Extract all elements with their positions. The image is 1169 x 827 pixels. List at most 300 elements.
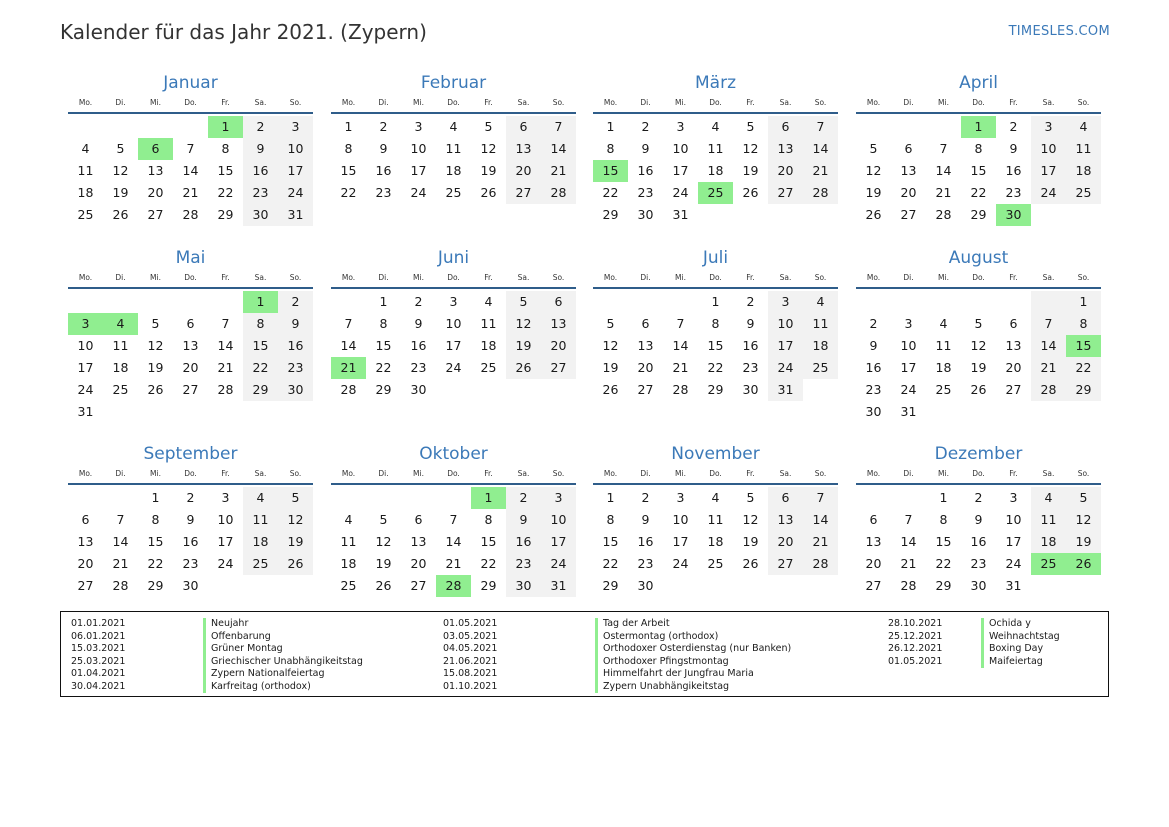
- weekday-header: [331, 269, 576, 289]
- weekday-label: Mo.: [603, 273, 618, 282]
- weekday-label: Di.: [640, 273, 651, 282]
- day-cell: 10: [672, 512, 689, 527]
- day-grid: [856, 487, 1101, 597]
- month-mai: [68, 247, 313, 423]
- day-cell: 16: [278, 335, 313, 357]
- holiday-name: Orthodoxer Pfingstmontag: [595, 656, 791, 669]
- day-cell: 13: [865, 534, 882, 549]
- day-cell: 4: [803, 291, 838, 313]
- empty-day-cell: [103, 116, 138, 138]
- day-cell: 21: [182, 185, 199, 200]
- day-cell: 14: [1031, 335, 1066, 357]
- day-cell: 20: [768, 160, 803, 182]
- day-cell: 23: [278, 357, 313, 379]
- day-cell: 11: [935, 338, 952, 353]
- day-cell: 24: [77, 382, 94, 397]
- day-cell: 4: [1031, 487, 1066, 509]
- day-cell: 23: [637, 556, 654, 571]
- weekday-label: Di.: [115, 273, 126, 282]
- holiday-name: Offenbarung: [203, 631, 363, 644]
- day-cell: 5: [746, 490, 755, 505]
- day-cell: 8: [606, 512, 615, 527]
- day-cell: 24: [410, 185, 427, 200]
- day-cell: 6: [186, 316, 195, 331]
- weekday-label: Sa.: [517, 469, 530, 478]
- day-cell: 20: [506, 160, 541, 182]
- day-cell: 25: [1066, 182, 1101, 204]
- weekday-label: Mi.: [413, 98, 424, 107]
- day-cell: 19: [970, 360, 987, 375]
- weekday-label: So.: [1077, 469, 1090, 478]
- day-cell: 3: [449, 294, 458, 309]
- day-grid: [856, 116, 1101, 226]
- weekday-label: Sa.: [254, 98, 267, 107]
- weekday-label: Mi.: [938, 469, 949, 478]
- holiday-name: Karfreitag (orthodox): [203, 681, 363, 694]
- day-cell: 5: [379, 512, 388, 527]
- day-cell: 4: [243, 487, 278, 509]
- day-cell: 27: [77, 578, 94, 593]
- weekday-header: [593, 465, 838, 485]
- day-cell: 10: [217, 512, 234, 527]
- day-cell: 27: [900, 207, 917, 222]
- day-cell: 1: [606, 119, 615, 134]
- empty-day-cell: [173, 116, 208, 138]
- day-cell: 22: [147, 556, 164, 571]
- day-cell: 11: [803, 313, 838, 335]
- empty-day-cell: [593, 291, 628, 313]
- day-cell: 23: [506, 553, 541, 575]
- day-cell: 11: [340, 534, 357, 549]
- day-cell: 6: [506, 116, 541, 138]
- day-cell: 22: [243, 357, 278, 379]
- holiday-name: Grüner Montag: [203, 643, 363, 656]
- day-cell: 10: [1005, 512, 1022, 527]
- day-cell: 4: [711, 490, 720, 505]
- day-cell: 14: [182, 163, 199, 178]
- day-grid: [593, 487, 838, 597]
- day-cell: 16: [1005, 163, 1022, 178]
- day-cell: 20: [900, 185, 917, 200]
- weekday-label: Sa.: [517, 273, 530, 282]
- empty-day-cell: [628, 291, 663, 313]
- weekday-label: Fr.: [221, 273, 230, 282]
- weekday-label: Mi.: [675, 273, 686, 282]
- day-cell: 17: [217, 534, 234, 549]
- day-cell: 18: [707, 534, 724, 549]
- weekday-label: Sa.: [779, 98, 792, 107]
- day-grid: [331, 487, 576, 597]
- day-cell: 6: [869, 512, 878, 527]
- holiday-day-cell: 6: [138, 138, 173, 160]
- day-cell: 19: [375, 556, 392, 571]
- day-cell: 4: [939, 316, 948, 331]
- day-cell: 27: [506, 182, 541, 204]
- day-cell: 9: [641, 512, 650, 527]
- empty-day-cell: [103, 487, 138, 509]
- day-cell: 17: [768, 335, 803, 357]
- day-cell: 15: [147, 534, 164, 549]
- day-cell: 11: [707, 141, 724, 156]
- day-cell: 19: [1066, 531, 1101, 553]
- day-cell: 26: [506, 357, 541, 379]
- holiday-date: 01.05.2021: [888, 655, 943, 667]
- day-cell: 13: [768, 509, 803, 531]
- day-cell: 10: [77, 338, 94, 353]
- empty-day-cell: [401, 487, 436, 509]
- weekday-label: Mi.: [675, 98, 686, 107]
- day-cell: 8: [484, 512, 493, 527]
- day-cell: 5: [116, 141, 125, 156]
- holiday-name: Zypern Unabhängikeitstag: [595, 681, 791, 694]
- day-cell: 22: [1066, 357, 1101, 379]
- weekday-header: [331, 94, 576, 114]
- weekday-label: Sa.: [517, 98, 530, 107]
- holiday-date: 25.12.2021: [888, 630, 943, 642]
- month-juni: [331, 247, 576, 401]
- weekday-label: Fr.: [746, 98, 755, 107]
- day-cell: 24: [217, 556, 234, 571]
- day-cell: 11: [1066, 138, 1101, 160]
- weekday-label: So.: [814, 469, 827, 478]
- holiday-name: Maifeiertag: [981, 656, 1060, 669]
- weekday-label: Di.: [640, 469, 651, 478]
- day-cell: 11: [707, 512, 724, 527]
- day-cell: 22: [970, 185, 987, 200]
- holiday-day-cell: 15: [593, 160, 628, 182]
- day-grid: [593, 291, 838, 401]
- day-cell: 24: [541, 553, 576, 575]
- weekday-header: [68, 94, 313, 114]
- day-cell: 14: [935, 163, 952, 178]
- day-cell: 4: [449, 119, 458, 134]
- day-cell: 30: [278, 379, 313, 401]
- day-cell: 7: [676, 316, 685, 331]
- empty-day-cell: [173, 291, 208, 313]
- empty-day-cell: [68, 116, 103, 138]
- empty-day-cell: [961, 291, 996, 313]
- day-cell: 14: [445, 534, 462, 549]
- weekday-label: Fr.: [221, 98, 230, 107]
- day-cell: 26: [375, 578, 392, 593]
- weekday-header: [593, 269, 838, 289]
- day-cell: 8: [606, 141, 615, 156]
- day-cell: 4: [81, 141, 90, 156]
- month-juli: [593, 247, 838, 401]
- day-cell: 29: [375, 382, 392, 397]
- day-cell: 15: [970, 163, 987, 178]
- holiday-date: 01.10.2021: [443, 680, 498, 692]
- weekday-label: Mo.: [866, 273, 881, 282]
- empty-day-cell: [996, 291, 1031, 313]
- day-cell: 7: [449, 512, 458, 527]
- day-cell: 28: [541, 182, 576, 204]
- day-cell: 4: [711, 119, 720, 134]
- day-cell: 7: [116, 512, 125, 527]
- day-cell: 28: [1031, 379, 1066, 401]
- weekday-label: Di.: [115, 469, 126, 478]
- month-name: Februar: [420, 73, 487, 93]
- day-cell: 28: [803, 553, 838, 575]
- day-cell: 24: [672, 185, 689, 200]
- day-cell: 11: [445, 141, 462, 156]
- month-name: Mai: [175, 248, 206, 268]
- month-dezember: [856, 443, 1101, 597]
- day-cell: 1: [711, 294, 720, 309]
- day-cell: 9: [641, 141, 650, 156]
- day-cell: 21: [803, 531, 838, 553]
- holiday-legend: [60, 611, 1109, 697]
- day-cell: 7: [186, 141, 195, 156]
- day-cell: 9: [746, 316, 755, 331]
- empty-day-cell: [891, 487, 926, 509]
- day-cell: 7: [1031, 313, 1066, 335]
- day-cell: 28: [112, 578, 129, 593]
- day-cell: 13: [900, 163, 917, 178]
- holiday-name: Orthodoxer Osterdienstag (nur Banken): [595, 643, 791, 656]
- day-cell: 20: [865, 556, 882, 571]
- day-cell: 26: [742, 185, 759, 200]
- weekday-label: Mo.: [78, 273, 93, 282]
- day-cell: 12: [112, 163, 129, 178]
- weekday-label: So.: [552, 273, 565, 282]
- day-cell: 30: [865, 404, 882, 419]
- weekday-label: Mi.: [675, 469, 686, 478]
- day-cell: 5: [278, 487, 313, 509]
- day-cell: 5: [606, 316, 615, 331]
- weekday-label: Fr.: [746, 469, 755, 478]
- day-cell: 26: [602, 382, 619, 397]
- day-cell: 25: [77, 207, 94, 222]
- day-cell: 29: [480, 578, 497, 593]
- day-cell: 9: [243, 138, 278, 160]
- empty-day-cell: [331, 487, 366, 509]
- day-cell: 2: [243, 116, 278, 138]
- weekday-label: Fr.: [221, 469, 230, 478]
- day-cell: 9: [869, 338, 878, 353]
- day-cell: 17: [1005, 534, 1022, 549]
- day-cell: 14: [541, 138, 576, 160]
- day-cell: 1: [1066, 291, 1101, 313]
- day-cell: 8: [243, 313, 278, 335]
- day-cell: 16: [970, 534, 987, 549]
- day-cell: 2: [869, 316, 878, 331]
- day-cell: 15: [217, 163, 234, 178]
- holiday-date: 15.03.2021: [71, 643, 126, 654]
- day-cell: 19: [147, 360, 164, 375]
- holiday-date: 15.08.2021: [443, 668, 498, 679]
- day-cell: 30: [243, 204, 278, 226]
- day-cell: 14: [672, 338, 689, 353]
- day-cell: 5: [484, 119, 493, 134]
- day-cell: 24: [672, 556, 689, 571]
- weekday-label: Do.: [447, 469, 460, 478]
- day-cell: 17: [77, 360, 94, 375]
- day-cell: 31: [672, 207, 689, 222]
- day-cell: 9: [379, 141, 388, 156]
- day-cell: 30: [182, 578, 199, 593]
- weekday-label: So.: [289, 98, 302, 107]
- empty-day-cell: [68, 487, 103, 509]
- day-cell: 25: [112, 382, 129, 397]
- day-cell: 18: [707, 163, 724, 178]
- weekday-label: Do.: [709, 469, 722, 478]
- day-cell: 22: [340, 185, 357, 200]
- day-cell: 2: [414, 294, 423, 309]
- day-cell: 18: [243, 531, 278, 553]
- holiday-day-cell: 25: [698, 182, 733, 204]
- day-cell: 13: [182, 338, 199, 353]
- month-name: April: [959, 73, 998, 93]
- day-cell: 19: [278, 531, 313, 553]
- legend-names-column: [595, 618, 791, 693]
- day-cell: 16: [865, 360, 882, 375]
- day-cell: 5: [869, 141, 878, 156]
- day-cell: 29: [1066, 379, 1101, 401]
- month-name: November: [671, 444, 760, 464]
- day-cell: 25: [340, 578, 357, 593]
- weekday-label: Di.: [378, 469, 389, 478]
- day-cell: 7: [939, 141, 948, 156]
- day-cell: 30: [506, 575, 541, 597]
- day-cell: 27: [147, 207, 164, 222]
- day-cell: 12: [375, 534, 392, 549]
- day-cell: 31: [278, 204, 313, 226]
- day-cell: 12: [865, 163, 882, 178]
- day-cell: 27: [768, 182, 803, 204]
- day-cell: 7: [803, 487, 838, 509]
- day-cell: 6: [904, 141, 913, 156]
- day-cell: 7: [344, 316, 353, 331]
- weekday-header: [856, 465, 1101, 485]
- holiday-day-cell: 1: [243, 291, 278, 313]
- day-cell: 7: [541, 116, 576, 138]
- day-cell: 26: [970, 382, 987, 397]
- day-cell: 10: [445, 316, 462, 331]
- holiday-day-cell: 25: [1031, 553, 1066, 575]
- day-cell: 11: [1031, 509, 1066, 531]
- weekday-label: Fr.: [484, 273, 493, 282]
- day-cell: 28: [900, 578, 917, 593]
- day-cell: 31: [1005, 578, 1022, 593]
- day-cell: 27: [637, 382, 654, 397]
- day-cell: 16: [182, 534, 199, 549]
- weekday-label: Mo.: [603, 98, 618, 107]
- day-cell: 24: [278, 182, 313, 204]
- legend-names-column: [203, 618, 363, 693]
- day-cell: 15: [375, 338, 392, 353]
- day-cell: 5: [506, 291, 541, 313]
- weekday-label: Mi.: [938, 98, 949, 107]
- empty-day-cell: [856, 291, 891, 313]
- weekday-label: Di.: [378, 273, 389, 282]
- holiday-day-cell: 30: [996, 204, 1031, 226]
- day-cell: 12: [970, 338, 987, 353]
- holiday-day-cell: 3: [68, 313, 103, 335]
- day-cell: 10: [1031, 138, 1066, 160]
- weekday-label: Sa.: [1042, 98, 1055, 107]
- month-november: [593, 443, 838, 597]
- day-cell: 28: [935, 207, 952, 222]
- day-cell: 10: [410, 141, 427, 156]
- day-cell: 8: [221, 141, 230, 156]
- month-oktober: [331, 443, 576, 597]
- holiday-day-cell: 28: [436, 575, 471, 597]
- month-februar: [331, 72, 576, 204]
- weekday-header: [856, 269, 1101, 289]
- day-cell: 5: [746, 119, 755, 134]
- day-cell: 21: [541, 160, 576, 182]
- weekday-label: Mo.: [341, 469, 356, 478]
- day-cell: 8: [379, 316, 388, 331]
- day-cell: 19: [112, 185, 129, 200]
- day-cell: 8: [1066, 313, 1101, 335]
- holiday-day-cell: 1: [208, 116, 243, 138]
- day-cell: 19: [865, 185, 882, 200]
- weekday-header: [856, 94, 1101, 114]
- day-cell: 23: [742, 360, 759, 375]
- month-name: März: [695, 73, 736, 93]
- weekday-label: Mo.: [603, 469, 618, 478]
- month-september: [68, 443, 313, 597]
- day-cell: 14: [803, 138, 838, 160]
- brand-link[interactable]: TIMESLES.COM: [1008, 24, 1110, 39]
- holiday-name: Neujahr: [203, 618, 363, 631]
- weekday-label: So.: [814, 273, 827, 282]
- weekday-label: Sa.: [1042, 469, 1055, 478]
- weekday-label: Fr.: [1009, 469, 1018, 478]
- day-cell: 2: [186, 490, 195, 505]
- day-grid: [331, 291, 576, 401]
- day-cell: 4: [344, 512, 353, 527]
- day-cell: 21: [217, 360, 234, 375]
- day-cell: 11: [480, 316, 497, 331]
- day-cell: 18: [935, 360, 952, 375]
- month-märz: [593, 72, 838, 226]
- day-cell: 19: [742, 163, 759, 178]
- day-cell: 31: [900, 404, 917, 419]
- day-cell: 9: [278, 313, 313, 335]
- day-cell: 14: [900, 534, 917, 549]
- day-cell: 10: [278, 138, 313, 160]
- day-cell: 27: [182, 382, 199, 397]
- day-cell: 12: [147, 338, 164, 353]
- weekday-label: So.: [1077, 98, 1090, 107]
- day-cell: 25: [243, 553, 278, 575]
- day-cell: 20: [410, 556, 427, 571]
- holiday-date: 06.01.2021: [71, 630, 126, 642]
- weekday-label: Do.: [184, 98, 197, 107]
- month-august: [856, 247, 1101, 423]
- day-cell: 12: [480, 141, 497, 156]
- day-cell: 1: [606, 490, 615, 505]
- weekday-label: So.: [552, 469, 565, 478]
- day-cell: 21: [900, 556, 917, 571]
- day-cell: 1: [344, 119, 353, 134]
- day-cell: 21: [112, 556, 129, 571]
- day-cell: 10: [768, 313, 803, 335]
- day-cell: 16: [637, 163, 654, 178]
- day-cell: 27: [541, 357, 576, 379]
- day-cell: 1: [379, 294, 388, 309]
- day-cell: 31: [768, 379, 803, 401]
- day-cell: 18: [445, 163, 462, 178]
- day-cell: 10: [541, 509, 576, 531]
- day-cell: 30: [410, 382, 427, 397]
- holiday-day-cell: 1: [961, 116, 996, 138]
- weekday-label: Sa.: [779, 469, 792, 478]
- day-cell: 29: [602, 207, 619, 222]
